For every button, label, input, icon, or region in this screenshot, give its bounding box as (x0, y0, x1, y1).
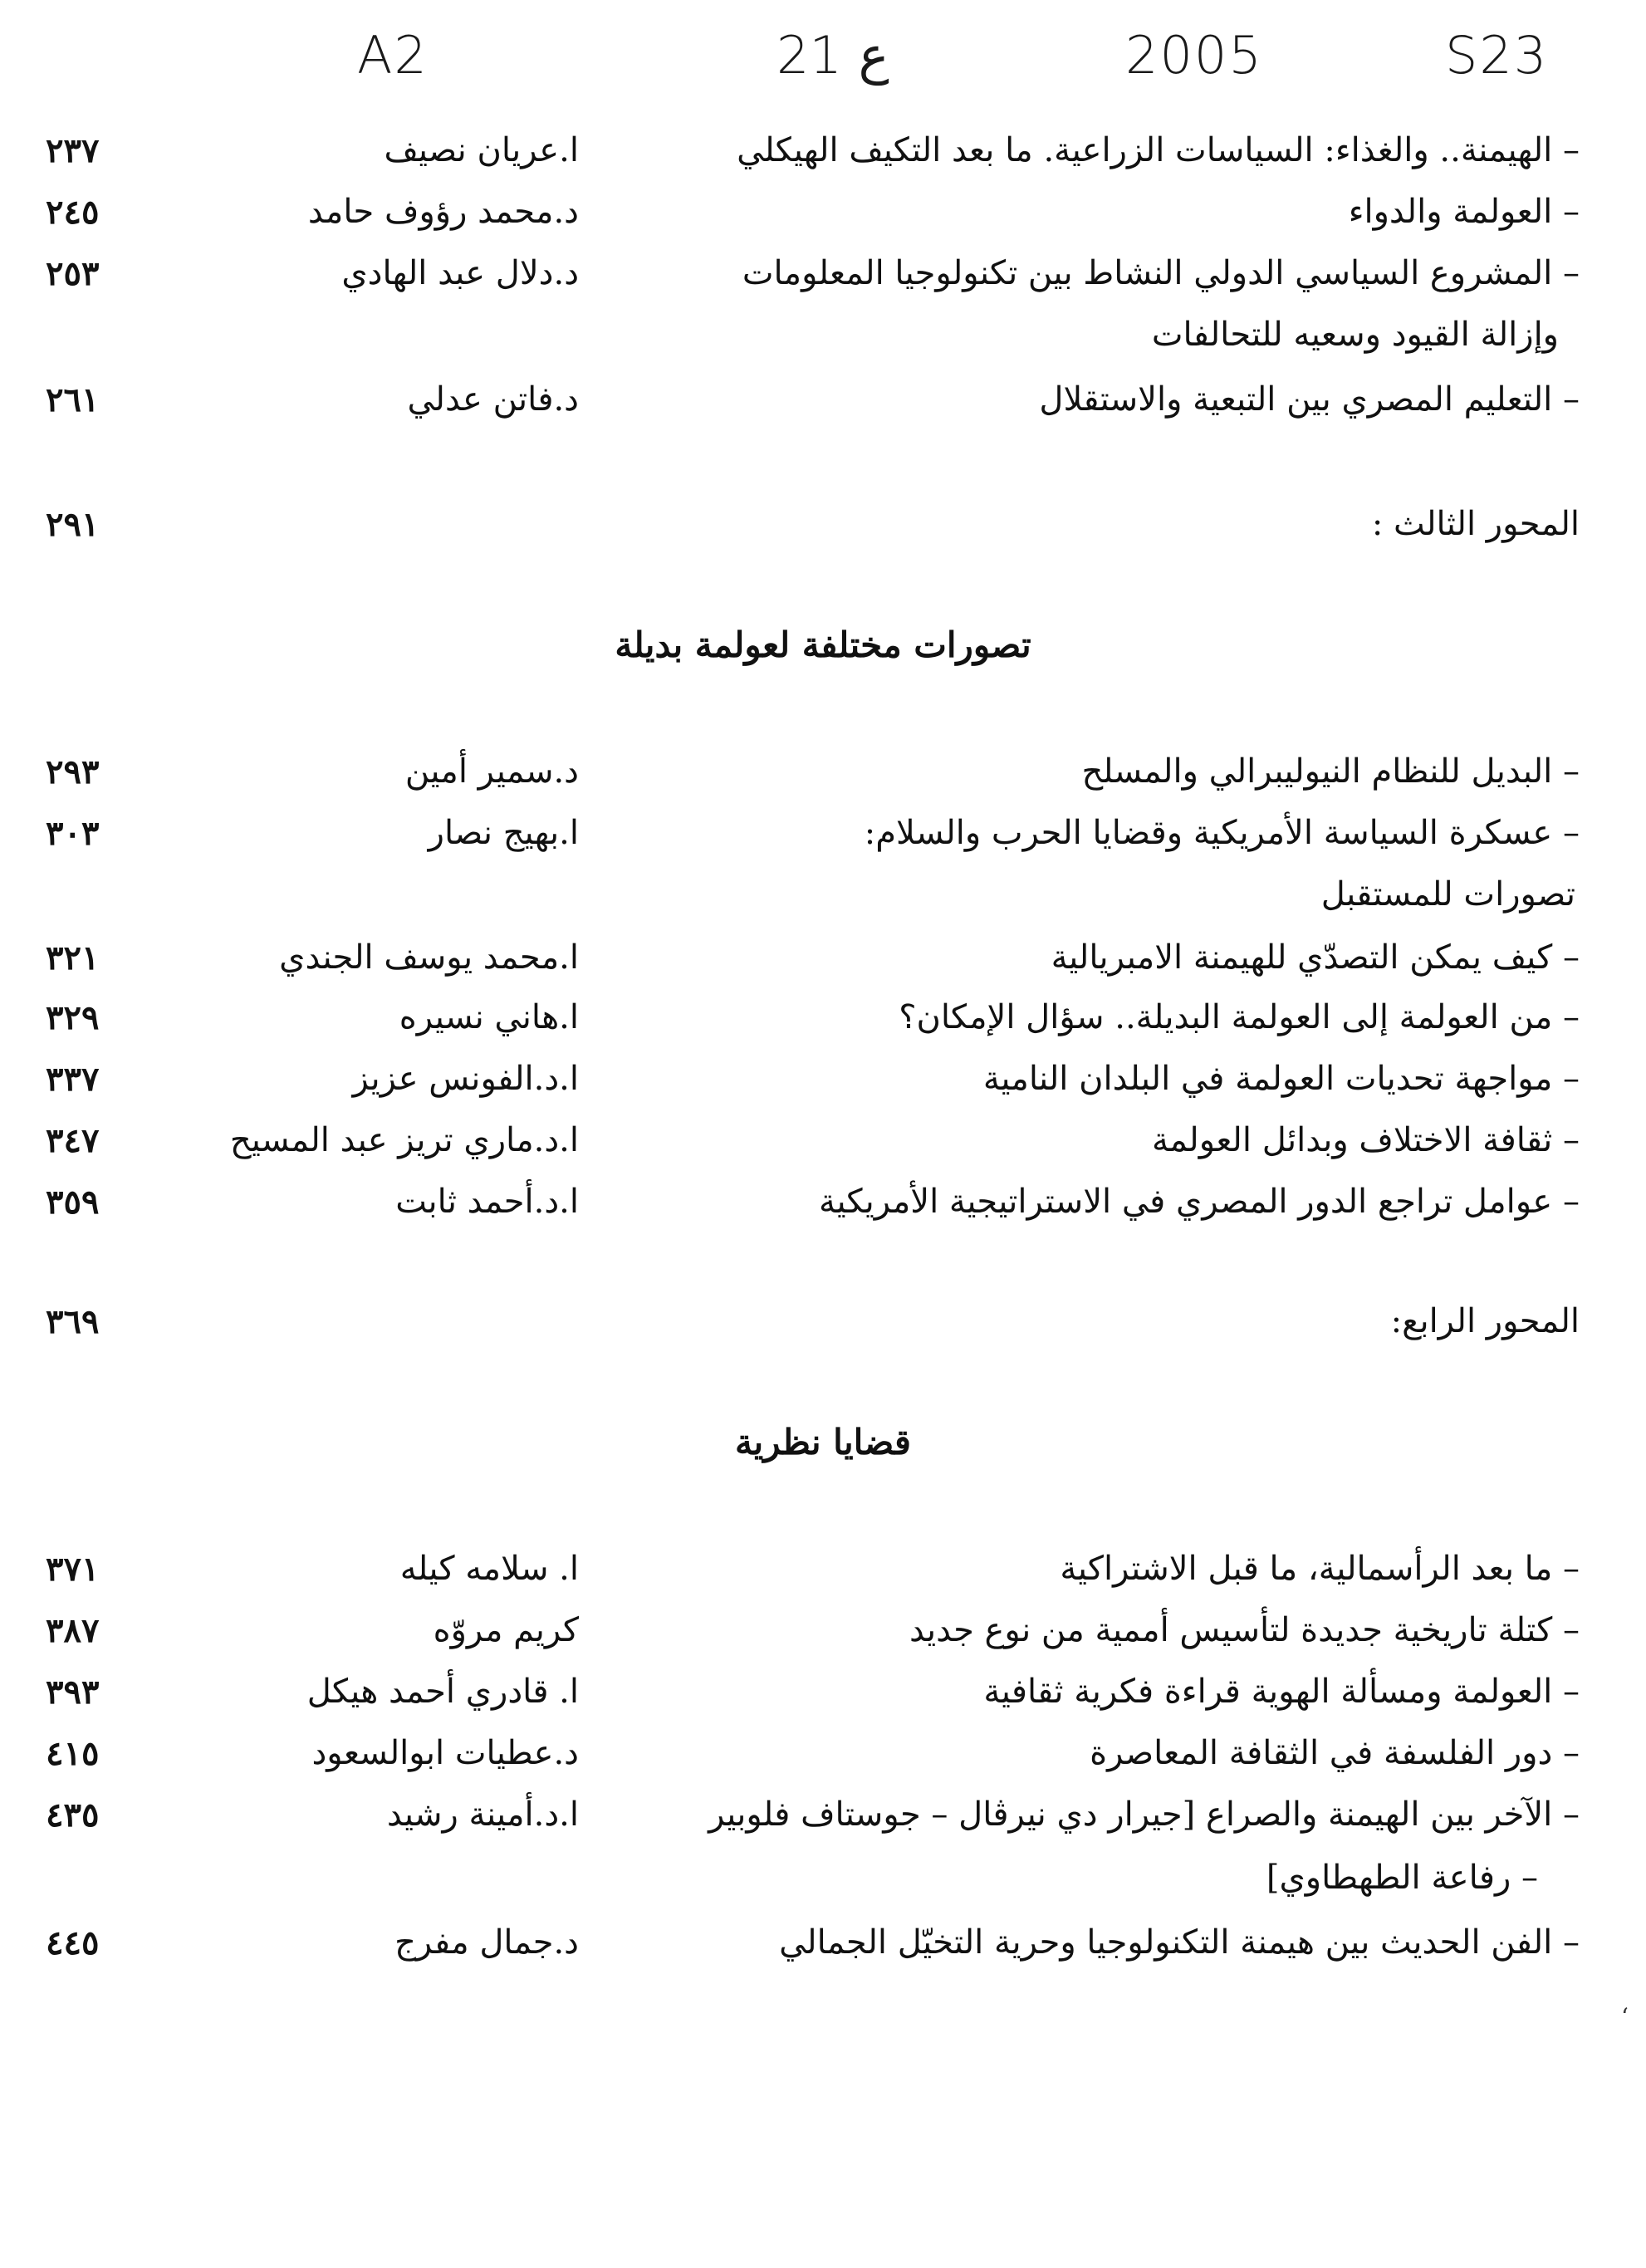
entry-title: – الهيمنة.. والغذاء: السياسات الزراعية. ما بعد التكيف الهيكلي (737, 131, 1580, 169)
entry-title: – الآخر بين الهيمنة والصراع [جيرار دي نيرڤال – جوستاف فلوبير (708, 1795, 1580, 1834)
toc-entry (0, 1673, 1646, 1722)
entry-author: د.سمير أمين (404, 752, 579, 791)
entry-page: ٣٤٧ (46, 1121, 100, 1160)
handwritten-note: A2 (357, 25, 429, 86)
entry-author: ا.عريان نصيف (384, 131, 579, 169)
axis-label-row (0, 505, 1646, 555)
entry-page: ٢٩٣ (46, 752, 100, 791)
entry-page: ٢٥٣ (46, 254, 100, 293)
entry-title-continuation: – رفاعة الطهطاوي] (1266, 1859, 1538, 1897)
entry-title: – التعليم المصري بين التبعية والاستقلال (1039, 380, 1580, 419)
entry-title: – كتلة تاريخية جديدة لتأسيس أممية من نوع جديد (909, 1611, 1580, 1649)
entry-title: – دور الفلسفة في الثقافة المعاصرة (1090, 1734, 1580, 1772)
entry-page: ٤١٥ (46, 1734, 100, 1773)
handwritten-note: 2005 (1125, 25, 1263, 86)
entry-page: ٢٤٥ (46, 193, 100, 232)
toc-entry (0, 1183, 1646, 1232)
toc-entry (0, 1734, 1646, 1784)
entry-title: – عسكرة السياسة الأمريكية وقضايا الحرب والسلام: (864, 814, 1580, 852)
toc-entry (0, 1060, 1646, 1110)
axis-page: ٣٦٩ (46, 1302, 100, 1341)
entry-title-continuation: وإزالة القيود وسعيه للتحالفات (1151, 316, 1559, 354)
entry-page: ٤٤٥ (46, 1923, 100, 1962)
entry-title: – مواجهة تحديات العولمة في البلدان النامية (982, 1060, 1580, 1098)
entry-author: ا.د.ماري تريز عبد المسيح (229, 1121, 579, 1159)
entry-page: ٤٣٥ (46, 1795, 100, 1834)
toc-entry (0, 193, 1646, 242)
entry-page: ٢٦١ (46, 380, 100, 419)
entry-title: – العولمة والدواء (1348, 193, 1580, 231)
axis-label-row (0, 1302, 1646, 1352)
axis-label: المحور الثالث : (1371, 505, 1580, 543)
entry-page: ٢٣٧ (46, 131, 100, 170)
axis-page: ٢٩١ (46, 505, 100, 544)
entry-page: ٣٥٩ (46, 1183, 100, 1222)
entry-author: ا.هاني نسيره (399, 998, 579, 1036)
toc-entry-continuation (0, 1859, 1646, 1908)
entry-title: – المشروع السياسي الدولي النشاط بين تكنولوجيا المعلومات (742, 254, 1580, 292)
section-heading: قضايا نظرية (735, 1422, 911, 1462)
axis-label: المحور الرابع: (1390, 1302, 1580, 1340)
entry-page: ٣٢٩ (46, 998, 100, 1037)
toc-entry (0, 1550, 1646, 1599)
entry-author: د.جمال مفرج (394, 1923, 579, 1962)
entry-author: ا. قادري أحمد هيكل (306, 1673, 579, 1711)
entry-title: – البديل للنظام النيوليبرالي والمسلح (1081, 752, 1580, 791)
toc-entry (0, 938, 1646, 988)
toc-entry (0, 752, 1646, 802)
entry-author: د.فاتن عدلي (407, 380, 579, 419)
entry-title: – كيف يمكن التصدّي للهيمنة الامبريالية (1051, 938, 1580, 977)
handwritten-note: S23 (1445, 25, 1549, 86)
entry-title: – الفن الحديث بين هيمنة التكنولوجيا وحرية التخيّل الجمالي (779, 1923, 1580, 1962)
toc-entry (0, 254, 1646, 304)
entry-page: ٣٠٣ (46, 814, 100, 853)
toc-entry (0, 1121, 1646, 1171)
toc-entry-continuation (0, 875, 1646, 925)
entry-author: د.دلال عبد الهادي (341, 254, 579, 292)
entry-author: ا.د.الفونس عزيز (352, 1060, 579, 1098)
handwritten-note: ع 21 (776, 25, 889, 86)
toc-entry (0, 1611, 1646, 1661)
toc-entry-continuation (0, 316, 1646, 365)
entry-author: ا. سلامه كيله (399, 1550, 579, 1588)
entry-page: ٣٣٧ (46, 1060, 100, 1099)
toc-entry (0, 814, 1646, 864)
toc-entry (0, 1923, 1646, 1973)
entry-page: ٣٩٣ (46, 1673, 100, 1712)
entry-title: – ما بعد الرأسمالية، ما قبل الاشتراكية (1060, 1550, 1580, 1588)
entry-title: – ثقافة الاختلاف وبدائل العولمة (1151, 1121, 1580, 1159)
entry-page: ٣٨٧ (46, 1611, 100, 1650)
entry-author: ا.د.أمينة رشيد (386, 1795, 579, 1834)
section-heading: تصورات مختلفة لعولمة بديلة (615, 625, 1031, 665)
entry-title: – العولمة ومسألة الهوية قراءة فكرية ثقافية (983, 1673, 1580, 1711)
entry-page: ٣٧١ (46, 1550, 100, 1589)
entry-author: كريم مروّه (433, 1611, 579, 1649)
entry-author: د.عطيات ابوالسعود (311, 1734, 579, 1772)
entry-title-continuation: تصورات للمستقبل (1320, 875, 1575, 914)
toc-entry (0, 1795, 1646, 1845)
entry-author: ا.د.أحمد ثابت (395, 1183, 579, 1221)
scan-mark: ʻ (1621, 2003, 1629, 2030)
toc-entry (0, 998, 1646, 1048)
entry-author: ا.بهيج نصار (428, 814, 579, 852)
toc-entry (0, 380, 1646, 430)
entry-page: ٣٢١ (46, 938, 100, 977)
entry-title: – عوامل تراجع الدور المصري في الاستراتيجية الأمريكية (819, 1183, 1580, 1221)
entry-author: د.محمد رؤوف حامد (307, 193, 579, 231)
entry-author: ا.محمد يوسف الجندي (279, 938, 579, 977)
toc-entry (0, 131, 1646, 181)
entry-title: – من العولمة إلى العولمة البديلة.. سؤال الإمكان؟ (899, 998, 1580, 1036)
